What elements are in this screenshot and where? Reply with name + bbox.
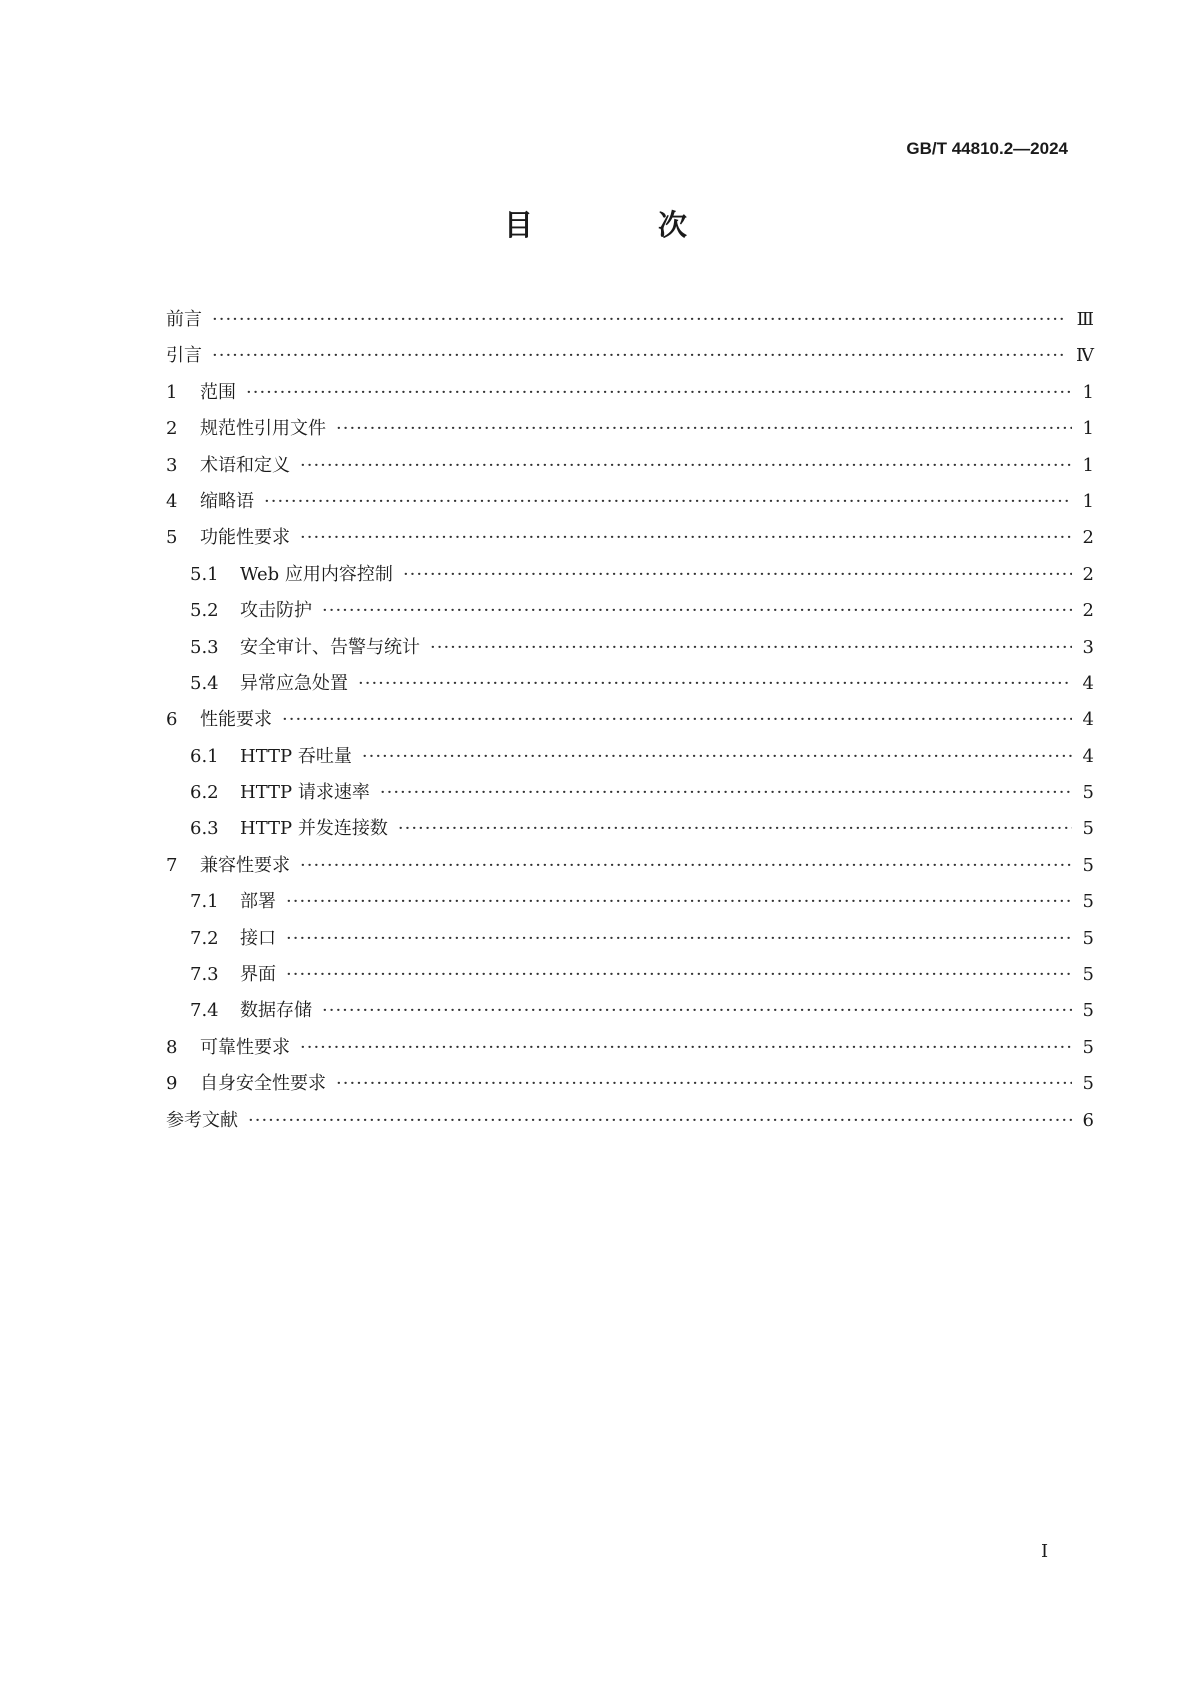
toc-entry-page: 5 xyxy=(1082,1000,1094,1022)
standard-number: GB/T 44810.2—2024 xyxy=(906,139,1068,158)
toc-entry-page: 2 xyxy=(1082,600,1094,622)
toc-entry[interactable] xyxy=(166,957,1094,993)
toc-entry-label: 前言 xyxy=(166,309,202,330)
toc-entry[interactable] xyxy=(166,302,1094,338)
toc-entry-label: 部署 xyxy=(240,891,276,913)
toc-entry-label: 自身安全性要求 xyxy=(200,1073,326,1095)
toc-entry-label: 引言 xyxy=(166,345,202,367)
toc-entry-number: 4 xyxy=(166,490,178,512)
dot-leader xyxy=(362,739,1072,775)
page-title: 目 次 xyxy=(503,208,735,242)
toc-entry-label: 接口 xyxy=(240,927,276,949)
toc-entry-number: 5 xyxy=(166,527,178,549)
toc-entry-page: Ⅳ xyxy=(1076,345,1094,367)
toc-entry-number: 6.2 xyxy=(190,782,219,804)
toc-entry-page: 1 xyxy=(1082,418,1094,440)
toc-entry-number: 3 xyxy=(166,454,178,476)
dot-leader xyxy=(380,775,1072,811)
toc-entry-number: 6.3 xyxy=(190,818,219,840)
dot-leader xyxy=(322,593,1072,629)
toc-entry-label: 数据存储 xyxy=(240,1000,312,1022)
toc-entry[interactable] xyxy=(166,993,1094,1029)
toc-entry[interactable] xyxy=(166,739,1094,775)
toc-entry[interactable] xyxy=(166,338,1094,374)
toc-entry-page: 5 xyxy=(1082,1073,1094,1095)
toc-entry-page: 5 xyxy=(1082,964,1094,986)
dot-leader xyxy=(300,520,1072,556)
toc-entry-number: 2 xyxy=(166,418,178,440)
toc-entry-label: 性能要求 xyxy=(200,709,272,731)
dot-leader xyxy=(300,848,1072,884)
toc-entry[interactable] xyxy=(166,448,1094,484)
dot-leader xyxy=(398,811,1072,847)
toc-entry-page: 5 xyxy=(1082,854,1094,876)
toc-entry-label: HTTP 并发连接数 xyxy=(240,818,388,840)
toc-entry-number: 7 xyxy=(166,854,178,876)
toc-entry-page: 1 xyxy=(1082,490,1094,512)
dot-leader xyxy=(358,666,1072,702)
toc-entry-number: 5.4 xyxy=(190,672,219,694)
toc-entry-page: 4 xyxy=(1082,709,1094,731)
toc-entry-page: 5 xyxy=(1082,782,1094,804)
toc-entry[interactable] xyxy=(166,1030,1094,1066)
toc-entry-label: 规范性引用文件 xyxy=(200,418,326,440)
toc-entry-label: 范围 xyxy=(200,381,236,403)
toc-entry-page: 3 xyxy=(1082,636,1094,658)
toc-entry-label: 功能性要求 xyxy=(200,527,290,549)
dot-leader xyxy=(430,630,1072,666)
toc-entry-number: 5.1 xyxy=(190,563,219,585)
toc-entry-number: 5.2 xyxy=(190,600,219,622)
dot-leader xyxy=(300,1030,1072,1066)
dot-leader xyxy=(246,375,1072,411)
toc-entry[interactable] xyxy=(166,411,1094,447)
toc-entry[interactable] xyxy=(166,1066,1094,1102)
toc-entry-label: 可靠性要求 xyxy=(200,1036,290,1058)
toc-entry-label: 缩略语 xyxy=(200,490,254,512)
toc-entry-label: Web 应用内容控制 xyxy=(240,563,393,585)
toc-entry-label: 参考文献 xyxy=(166,1109,238,1131)
page-number: Ⅰ xyxy=(1041,1541,1049,1562)
toc-entry-number: 5.3 xyxy=(190,636,219,658)
dot-leader xyxy=(286,921,1072,957)
toc-entry-page: 5 xyxy=(1082,818,1094,840)
dot-leader xyxy=(282,702,1072,738)
toc-entry[interactable] xyxy=(166,1103,1094,1139)
toc-entry-label: HTTP 吞吐量 xyxy=(240,745,352,767)
table-of-contents xyxy=(166,302,1094,1139)
toc-entry-number: 6.1 xyxy=(190,745,219,767)
dot-leader xyxy=(336,411,1072,447)
toc-entry[interactable] xyxy=(166,375,1094,411)
toc-entry-page: 1 xyxy=(1082,454,1094,476)
toc-entry-page: Ⅲ xyxy=(1076,309,1094,330)
dot-leader xyxy=(212,302,1067,338)
toc-entry[interactable] xyxy=(166,520,1094,556)
toc-entry-page: 4 xyxy=(1082,672,1094,694)
toc-entry-number: 9 xyxy=(166,1073,178,1095)
toc-entry-label: HTTP 请求速率 xyxy=(240,782,370,804)
toc-entry[interactable] xyxy=(166,811,1094,847)
toc-entry-page: 2 xyxy=(1082,527,1094,549)
dot-leader xyxy=(336,1066,1072,1102)
toc-entry-page: 5 xyxy=(1082,927,1094,949)
toc-entry-label: 异常应急处置 xyxy=(240,672,348,694)
dot-leader xyxy=(286,957,1072,993)
toc-entry-label: 术语和定义 xyxy=(200,454,290,476)
toc-entry-label: 攻击防护 xyxy=(240,600,312,622)
toc-entry-page: 2 xyxy=(1082,563,1094,585)
toc-entry-number: 7.1 xyxy=(190,891,219,913)
toc-entry[interactable] xyxy=(166,593,1094,629)
toc-entry[interactable] xyxy=(166,666,1094,702)
toc-entry-label: 安全审计、告警与统计 xyxy=(240,636,420,658)
dot-leader xyxy=(300,448,1072,484)
toc-entry-number: 7.2 xyxy=(190,927,219,949)
dot-leader xyxy=(212,338,1066,374)
dot-leader xyxy=(286,884,1072,920)
toc-entry[interactable] xyxy=(166,557,1094,593)
toc-entry-number: 6 xyxy=(166,709,178,731)
toc-entry[interactable] xyxy=(166,921,1094,957)
toc-entry-number: 7.3 xyxy=(190,964,219,986)
toc-entry[interactable] xyxy=(166,884,1094,920)
toc-entry-page: 5 xyxy=(1082,891,1094,913)
dot-leader xyxy=(248,1103,1072,1139)
dot-leader xyxy=(264,484,1072,520)
dot-leader xyxy=(403,557,1072,593)
toc-entry-number: 1 xyxy=(166,381,178,403)
dot-leader xyxy=(322,993,1072,1029)
toc-entry-number: 7.4 xyxy=(190,1000,219,1022)
toc-entry[interactable] xyxy=(166,848,1094,884)
toc-entry-page: 5 xyxy=(1082,1036,1094,1058)
toc-entry[interactable] xyxy=(166,702,1094,738)
toc-entry-page: 6 xyxy=(1082,1109,1094,1131)
toc-entry-number: 8 xyxy=(166,1036,178,1058)
toc-entry[interactable] xyxy=(166,775,1094,811)
toc-entry-page: 1 xyxy=(1082,381,1094,403)
toc-entry-label: 界面 xyxy=(240,964,276,986)
toc-entry[interactable] xyxy=(166,630,1094,666)
toc-entry-page: 4 xyxy=(1082,745,1094,767)
toc-entry-label: 兼容性要求 xyxy=(200,854,290,876)
toc-entry[interactable] xyxy=(166,484,1094,520)
